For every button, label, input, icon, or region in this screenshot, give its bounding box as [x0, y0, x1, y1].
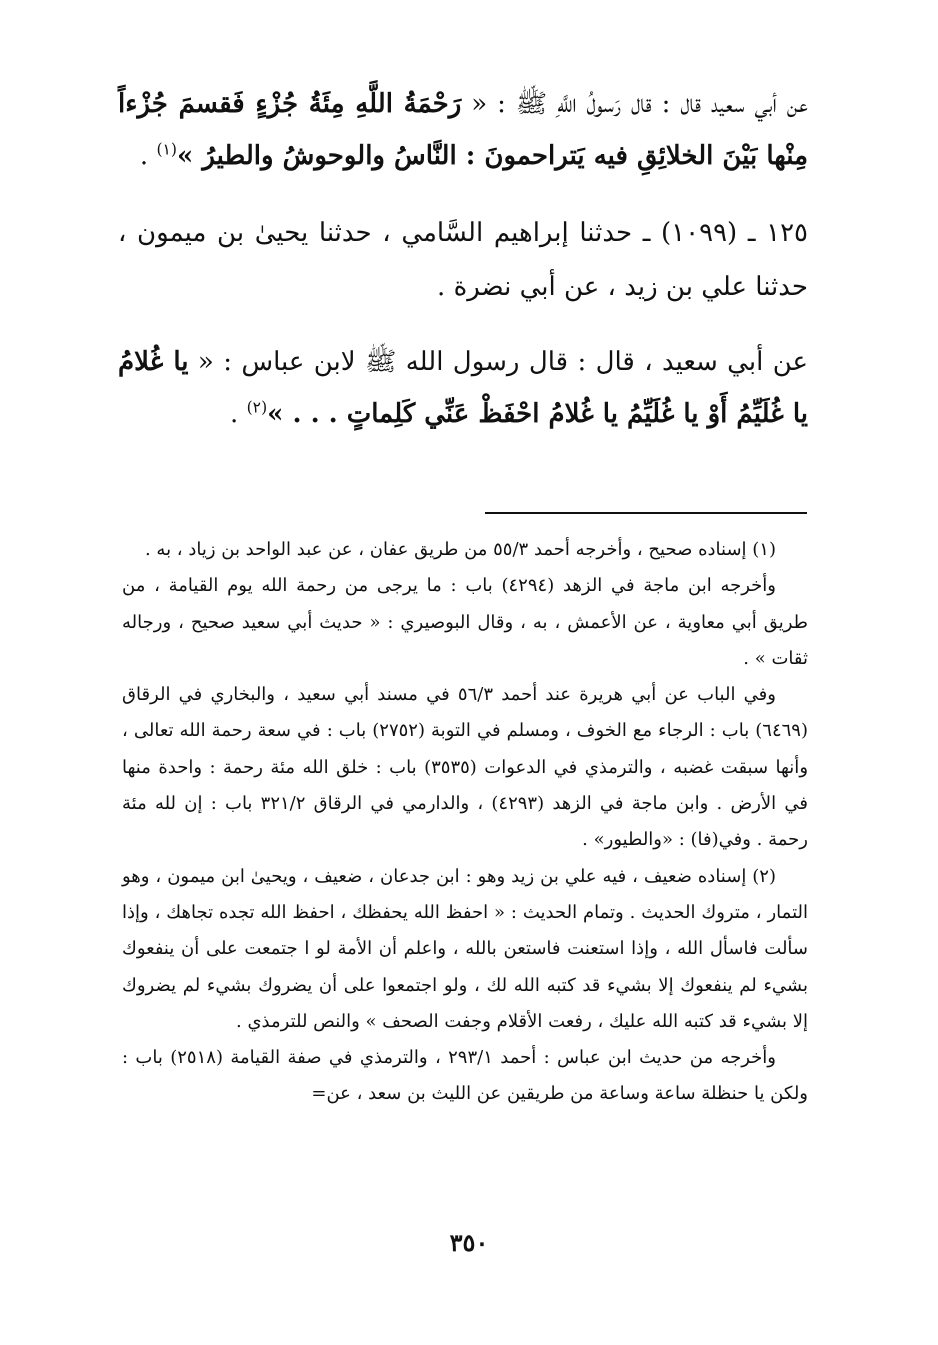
- hadith-2-text: يا غُلامُ يا غُلَيِّمُ أَوْ يا غُلَيِّمُ يا غُلامُ احْفَظْ عَنِّي كَلِماتٍ . . .: [118, 347, 808, 429]
- hadith-2: [118, 336, 808, 440]
- hadith-1-close: »: [177, 141, 203, 171]
- footnote-ref-1: (١): [156, 140, 178, 159]
- hadith-2-close: »: [267, 399, 293, 429]
- footnote-separator: [485, 512, 807, 514]
- hadith-2-intro: عن أبي سعيد ، قال : قال رسول الله ﷺ لابن عباس : «: [188, 347, 808, 377]
- hadith-1-text: رَحْمَةُ اللَّهِ مِئَةُ جُزْءٍ فَقسمَ جُزْءاً مِنْها بَيْنَ الخلائِقِ فيه يَتراحمونَ : النَّاسُ والوحوشُ والطيرُ: [118, 89, 808, 171]
- page-number: ٣٥٠: [449, 1228, 489, 1257]
- hadith-1-intro: عن أبي سعيد قال : قال رَسولُ اللَّهِ ﷺ : «: [461, 89, 808, 119]
- footnote-ref-2: (٢): [246, 398, 268, 417]
- footnote-2-continued: وأخرجه من حديث ابن عباس : أحمد ٢٩٣/١ ، والترمذي في صفة القيامة (٢٥١٨) باب : ولكن يا حنظلة ساعة وساعة من طريقين عن الليث بن سعد ، عن=: [122, 1047, 808, 1105]
- hadith-2-end: .: [230, 399, 247, 429]
- footnote-1: (١) إسناده صحيح ، وأخرجه أحمد ٥٥/٣ من طريق عفان ، عن عبد الواحد بن زياد ، به .: [144, 539, 776, 560]
- footnotes: [122, 532, 808, 1113]
- footnote-1-continued: وأخرجه ابن ماجة في الزهد (٤٢٩٤) باب : ما يرجى من رحمة الله يوم القيامة ، من طريق أبي معاوية ، عن الأعمش ، به ، وقال البوصيري : « حديث أبي سعيد صحيح ، ورجاله ثقات » .: [122, 575, 808, 669]
- main-text: [118, 78, 808, 440]
- footnote-1-related: وفي الباب عن أبي هريرة عند أحمد ٥٦/٣ في مسند أبي سعيد ، والبخاري في الرقاق (٦٤٦٩) باب : الرجاء مع الخوف ، ومسلم في التوبة (٢٧٥٢) باب : في سعة رحمة الله تعالى ، وأنها سبقت غضبه ، والترمذي في الدعوات (٣٥٣٥) باب : خلق الله مئة رحمة : واحدة منها في الأرض . وابن ماجة في الزهد (٤٢٩٣) ، والدارمي في الرقاق ٣٢١/٢ باب : إن لله مئة رحمة . وفي(فا) : «والطيور» .: [122, 684, 809, 851]
- hadith-1-end: .: [139, 141, 157, 171]
- hadith-1: [118, 78, 808, 182]
- footnote-2: (٢) إسناده ضعيف ، فيه علي بن زيد وهو : ابن جدعان ، ضعيف ، ويحيىٰ ابن ميمون ، وهو التمار ، متروك الحديث . وتمام الحديث : « احفظ الله يحفظك ، احفظ الله تجده تجاهك ، وإذا سألت فاسأل الله ، وإذا استعنت فاستعن بالله ، واعلم أن الأمة لو ا جتمعت على أن ينفعوك بشيء لم ينفعوك إلا بشيء قد كتبه الله لك ، ولو اجتمعوا على أن يضروك بشيء لم يضروك إلا بشيء قد كتبه الله عليك ، رفعت الأقلام وجفت الصحف » والنص للترمذي .: [122, 865, 808, 1032]
- isnad-125: ١٢٥ ـ (١٠٩٩) ـ حدثنا إبراهيم السَّامي ، حدثنا يحيىٰ بن ميمون ، حدثنا علي بن زيد ، عن أبي نضرة .: [118, 218, 809, 302]
